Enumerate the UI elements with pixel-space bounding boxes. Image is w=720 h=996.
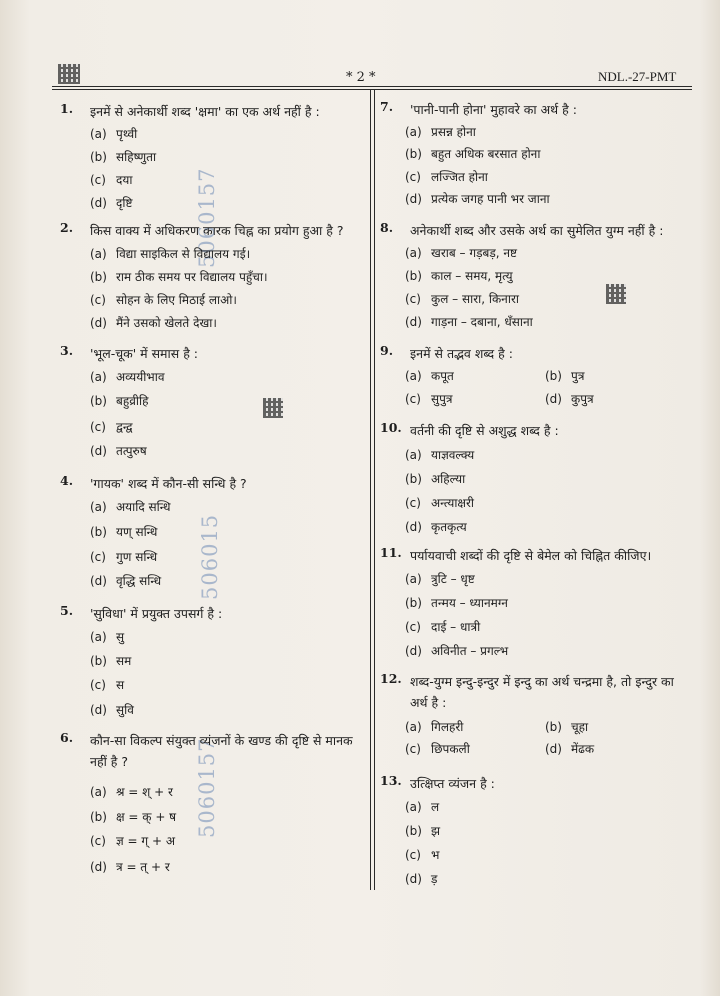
option: (c) सुपुत्र	[405, 392, 453, 406]
option: (b) तन्मय – ध्यानमग्न	[405, 596, 508, 610]
question-text: शब्द-युग्म इन्दु-इन्दुर में इन्दु का अर्थ चन्द्रमा है, तो इन्दुर का अर्थ है :	[410, 674, 674, 710]
option: (a) गिलहरी	[405, 720, 464, 734]
question-number: 11.	[380, 545, 402, 560]
option: (d) प्रत्येक जगह पानी भर जाना	[405, 192, 550, 206]
option: (c) लज्जित होना	[405, 170, 488, 184]
option: (c) सोहन के लिए मिठाई लाओ।	[90, 293, 237, 307]
question-text: वर्तनी की दृष्टि से अशुद्ध शब्द है :	[410, 423, 559, 438]
question-number: 10.	[380, 420, 402, 435]
question-number: 5.	[60, 603, 74, 618]
option: (b) झ	[405, 824, 441, 838]
question-text: उत्क्षिप्त व्यंजन है :	[410, 776, 495, 791]
option: (a) प्रसन्न होना	[405, 125, 476, 139]
option: (c) ज्ञ = ग् + अ	[90, 834, 175, 848]
option: (b) अहिल्या	[405, 472, 466, 486]
option: (b) बहुत अधिक बरसात होना	[405, 147, 541, 161]
option: (d) गाड़ना – दबाना, धँसाना	[405, 315, 533, 329]
question-text: 'गायक' शब्द में कौन-सी सन्धि है ?	[90, 476, 247, 491]
option: (b) पुत्र	[545, 369, 585, 383]
option: (a) कपूत	[405, 369, 454, 383]
option: (d) त्र = त् + र	[90, 860, 170, 874]
option: (c) स	[90, 678, 125, 692]
option: (c) अन्त्याक्षरी	[405, 496, 475, 510]
qr-code-icon	[263, 398, 283, 418]
question-number: 1.	[60, 101, 74, 116]
question-number: 13.	[380, 773, 402, 788]
option: (b) सहिष्णुता	[90, 150, 157, 164]
question-number: 9.	[380, 343, 394, 358]
question-text: 'पानी-पानी होना' मुहावरे का अर्थ है :	[410, 102, 577, 117]
question-text: इनमें से तद्भव शब्द है :	[410, 346, 513, 361]
question-number: 6.	[60, 730, 74, 745]
option: (c) कुल – सारा, किनारा	[405, 292, 519, 306]
watermark-stamp: 506015	[198, 513, 222, 600]
option: (d) कुपुत्र	[545, 392, 594, 406]
question-text: इनमें से अनेकार्थी शब्द 'क्षमा' का एक अर्थ नहीं है :	[90, 104, 320, 119]
question-text: किस वाक्य में अधिकरण कारक चिह्न का प्रयोग हुआ है ?	[90, 223, 344, 238]
option: (c) द्वन्द्व	[90, 420, 133, 434]
option: (d) अविनीत – प्रगल्भ	[405, 644, 509, 658]
paper-code: NDL.-27-PMT	[598, 69, 677, 84]
column-divider	[374, 90, 375, 890]
watermark-stamp: 5060157	[195, 737, 219, 838]
option: (b) काल – समय, मृत्यु	[405, 269, 513, 283]
option: (a) याज्ञवल्क्य	[405, 448, 475, 462]
page-number: * 2 *	[346, 70, 376, 85]
option: (a) ल	[405, 800, 440, 814]
qr-code-icon	[58, 64, 80, 84]
option: (a) श्र = श् + र	[90, 785, 173, 799]
option: (c) भ	[405, 848, 440, 862]
option: (b) राम ठीक समय पर विद्यालय पहुँचा।	[90, 270, 268, 284]
option: (a) अयादि सन्धि	[90, 500, 171, 514]
question-text: 'भूल-चूक' में समास है :	[90, 346, 199, 361]
question-number: 4.	[60, 473, 74, 488]
option: (d) दृष्टि	[90, 196, 133, 210]
option: (c) छिपकली	[405, 742, 470, 756]
option: (d) मैंने उसको खेलते देखा।	[90, 316, 217, 330]
question-number: 8.	[380, 220, 394, 235]
qr-code-icon	[606, 284, 626, 304]
header-rule	[52, 89, 692, 90]
question-number: 2.	[60, 220, 74, 235]
question-text: कौन-सा विकल्प संयुक्त व्यंजनों के खण्ड की दृष्टि से मानक नहीं है ?	[90, 733, 353, 769]
question-text: पर्यायवाची शब्दों की दृष्टि से बेमेल को चिह्नित कीजिए।	[410, 548, 652, 563]
option: (a) त्रुटि – धृष्ट	[405, 572, 475, 586]
option: (d) ड़	[405, 872, 438, 886]
option: (d) कृतकृत्य	[405, 520, 467, 534]
option: (a) पृथ्वी	[90, 127, 138, 141]
option: (b) यण् सन्धि	[90, 525, 158, 539]
option: (c) गुण सन्धि	[90, 550, 158, 564]
option: (d) वृद्धि सन्धि	[90, 574, 162, 588]
column-divider	[370, 90, 371, 890]
header-rule	[52, 86, 692, 87]
question-text: 'सुविधा' में प्रयुक्त उपसर्ग है :	[90, 606, 223, 621]
option: (d) तत्पुरुष	[90, 444, 147, 458]
option: (c) दाई – धात्री	[405, 620, 481, 634]
option: (c) दया	[90, 173, 133, 187]
question-text: अनेकार्थी शब्द और उसके अर्थ का सुमेलित युग्म नहीं है :	[410, 223, 664, 238]
option: (b) सम	[90, 654, 132, 668]
option: (a) अव्ययीभाव	[90, 370, 165, 384]
option: (b) बहुव्रीहि	[90, 394, 149, 408]
option: (b) क्ष = क् + ष	[90, 810, 177, 824]
option: (b) चूहा	[545, 720, 589, 734]
option: (d) सुवि	[90, 703, 134, 717]
option: (a) खराब – गड़बड़, नष्ट	[405, 246, 518, 260]
question-number: 3.	[60, 343, 74, 358]
question-number: 7.	[380, 99, 394, 114]
option: (a) विद्या साइकिल से विद्यालय गई।	[90, 247, 251, 261]
question-number: 12.	[380, 671, 402, 686]
watermark-stamp: 5060157	[195, 167, 219, 268]
option: (d) मेंढक	[545, 742, 595, 756]
option: (a) सु	[90, 630, 125, 644]
